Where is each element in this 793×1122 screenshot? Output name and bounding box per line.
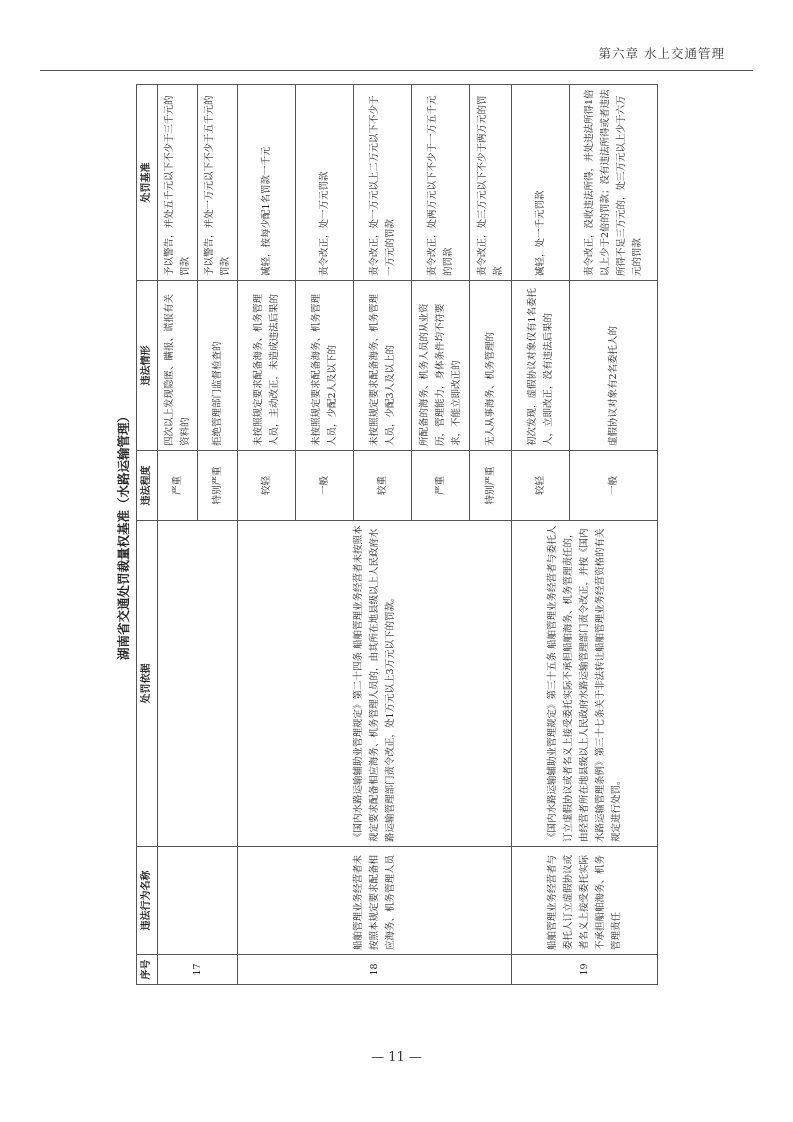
row-19-no: 19 (512, 955, 658, 985)
row-18-standard: 责令改正，处一万元罚款 (296, 85, 354, 281)
penalty-table (136, 84, 658, 985)
row-19-basis: 《国内水路运输辅助业管理规定》第三十五条 船舶管理业务经营者与委托人订立虚假协议或者名义上接受委托实际不承担船舶海务、机务管理责任的，由经营者所在地县级以上人民政府水路运输管理部门责令改正，并按《国内水路运输管理条例》第三十七条关于非法转让船舶管理业务经营资格的有关规定进行处罚。 (512, 521, 658, 847)
rotated-table-block (114, 85, 700, 985)
table-title: 湖南省交通处罚裁量权基准（水路运输管理） (116, 410, 131, 661)
row-18-standard: 减轻，按每少配1名罚款一千元 (238, 85, 296, 281)
row-18-no: 18 (238, 955, 512, 985)
row-19-standard: 责令改正，没收违法所得，并处违法所得1倍以上少于2倍的罚款；没有违法所得或者违法所得不足三万元的，处三万元以上少于六万元的罚款 (570, 85, 658, 281)
row-18-situation: 未按照规定要求配备海务、机务管理人员，少配2人及以下的 (296, 281, 354, 451)
row-18-situation: 未按照规定要求配备海务、机务管理人员，少配3人及以上的 (354, 281, 412, 451)
row-17-name (158, 847, 238, 955)
row-19-standard: 减轻，处一千元罚款 (512, 85, 570, 281)
row-18-standard: 责令改正，处一万元以上二万元以下不少于一万元的罚款 (354, 85, 412, 281)
table-row (238, 85, 296, 985)
row-18-standard: 责令改正，处三万元以下不少于两万元的罚款 (470, 85, 512, 281)
row-18-basis: 《国内水路运输辅助业管理规定》第二十四条 船舶管理业务经营者未按照本规定要求配备相应海务、机务管理人员的，由其所在地县级以上人民政府水路运输管理部门责令改正，处1万元以上3万元以下的罚款。 (238, 521, 512, 847)
row-17-situation: 四次以上发现隐匿、瞒报、谎报有关资料的 (158, 281, 198, 451)
row-19-degree: 一般 (570, 451, 658, 521)
row-18-degree: 一般 (296, 451, 354, 521)
row-17-standard: 予以警告，并处一万元以下不少于五千元的罚款 (198, 85, 238, 281)
table-row (158, 85, 198, 985)
page-number: — 11 — (371, 1050, 422, 1065)
chapter-header: 第六章 水上交通管理 (598, 46, 725, 61)
row-17-basis (158, 521, 238, 847)
row-18-name: 船舶管理业务经营者未按照本规定要求配备相应海务、机务管理人员 (238, 847, 512, 955)
row-19-situation: 虚假协议对象有2名委托人的 (570, 281, 658, 451)
row-19-degree: 较轻 (512, 451, 570, 521)
row-17-situation: 拒绝管理部门监督检查的 (198, 281, 238, 451)
col-header-situation: 违法情形 (137, 281, 158, 451)
col-header-standard: 处罚基准 (137, 85, 158, 281)
row-18-situation: 未按照规定要求配备海务、机务管理人员，主动改正，未造成违法后果的 (238, 281, 296, 451)
row-17-standard: 予以警告，并处五千元以下不少于三千元的罚款 (158, 85, 198, 281)
row-18-degree: 较重 (354, 451, 412, 521)
col-header-no: 序号 (137, 955, 158, 985)
row-17-no: 17 (158, 955, 238, 985)
row-18-degree: 较轻 (238, 451, 296, 521)
col-header-basis: 处罚依据 (137, 521, 158, 847)
row-18-standard: 责令改正，处两万元以下不少于一万五千元的罚款 (412, 85, 470, 281)
row-17-degree: 严重 (158, 451, 198, 521)
row-19-name: 船舶管理业务经营者与委托人订立虚假协议或者名义上接受委托实际不承担船舶海务、机务管理责任 (512, 847, 658, 955)
row-17-degree: 特别严重 (198, 451, 238, 521)
col-header-name: 违法行为名称 (137, 847, 158, 955)
row-19-situation: 初次发现，虚假协议对象仅有1名委托人，立即改正，没有违法后果的 (512, 281, 570, 451)
table-header-row (137, 85, 158, 985)
header-rule (40, 70, 753, 71)
col-header-degree: 违法程度 (137, 451, 158, 521)
row-18-situation: 所配备的海务、机务人员的从业资历，管理能力，身体条件均不符要求，不能立即改正的 (412, 281, 470, 451)
row-18-degree: 特别严重 (470, 451, 512, 521)
row-18-situation: 无人从事海务、机务管理的 (470, 281, 512, 451)
row-18-degree: 严重 (412, 451, 470, 521)
table-row (512, 85, 570, 985)
